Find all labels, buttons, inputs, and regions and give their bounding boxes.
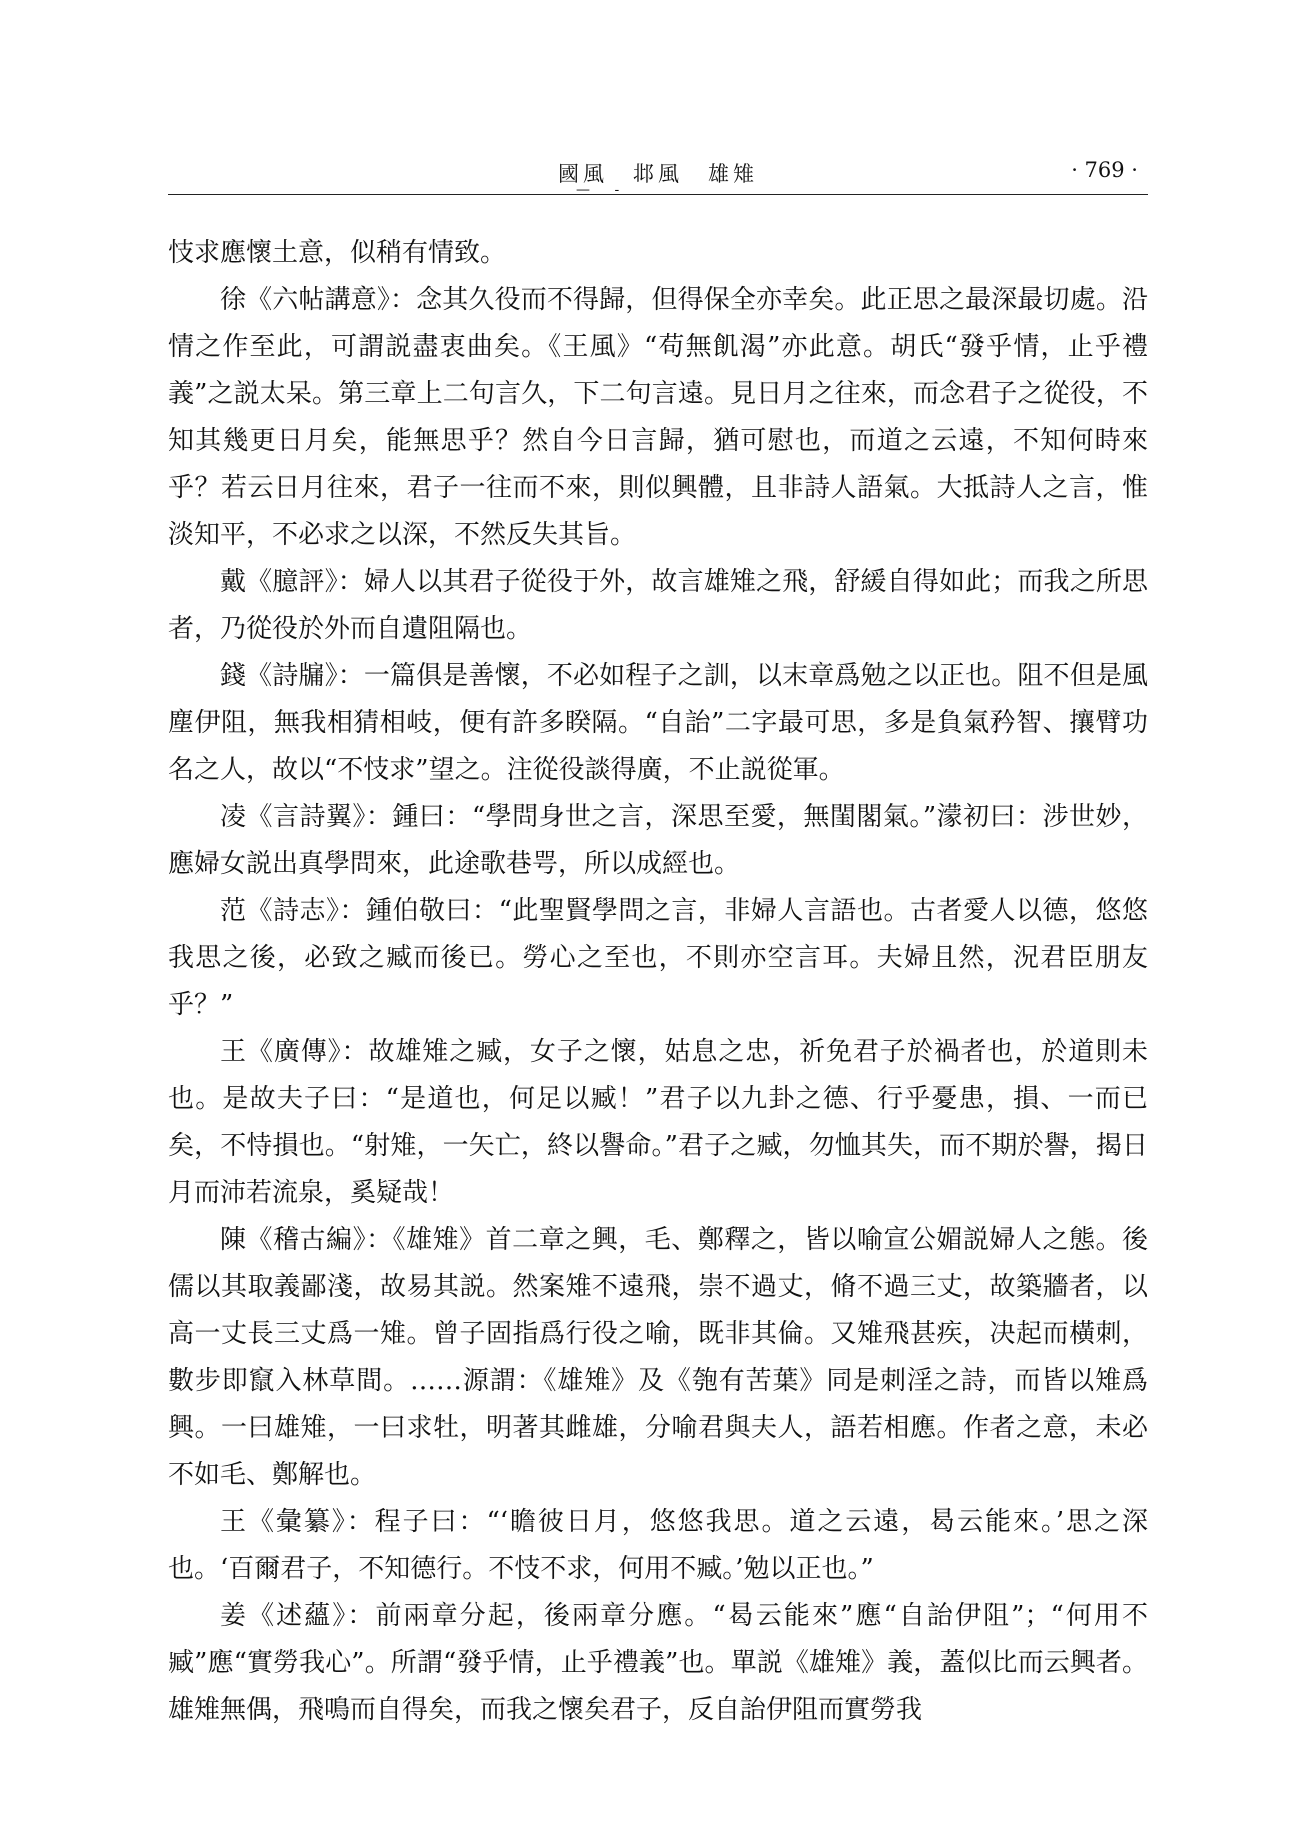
page-number: · 769 · [1071, 158, 1138, 182]
header-title: 國風 邶風 雄雉 [558, 162, 758, 186]
paragraph-continuation: 忮求應懷土意，似稍有情致。 [168, 238, 507, 268]
paragraph-chen-jigubian: 陳《稽古編》：《雄雉》首二章之興，毛、鄭釋之，皆以喻宣公媚説婦人之態。後儒以其取義鄙淺，故易其説。然案雉不遠飛，崇不過丈，脩不過三丈，故築牆者，以高一丈長三丈爲一雉。曾子固指爲行役之喻，既非其倫。又雉飛甚疾，决起而橫刺，數步即竄入林草間。……源謂：《雄雉》及《匏有苦葉》同是刺淫之詩，而皆以雉爲興。一曰雄雉，一曰求牡，明著其雌雄，分喻君與夫人，語若相應。作者之意，未必不如毛、鄭解也。 [168, 1225, 1148, 1490]
paragraph-ling-yanshiyi: 凌《言詩翼》：鍾曰：“學問身世之言，深思至愛，無閨閣氣。”濛初曰：涉世妙，應婦女説出真學問來，此途歌巷咢，所以成經也。 [168, 802, 1148, 879]
paragraph-wang-huizuan: 王《彙纂》：程子曰：“‘瞻彼日月，悠悠我思。道之云遠，曷云能來。’思之深也。‘百爾君子，不知德行。不忮不求，何用不臧。’勉以正也。” [168, 1507, 1148, 1584]
paragraph-jiang-shuyun: 姜《述蘊》：前兩章分起，後兩章分應。“曷云能來”應“自詒伊阻”；“何用不臧”應“實勞我心”。所謂“發乎情，止乎禮義”也。單説《雄雉》義，蓋似比而云興者。雄雉無偶，飛鳴而自得矣，而我之懷矣君子，反自詒伊阻而實勞我 [168, 1601, 1148, 1725]
header-ornament: — - [576, 182, 630, 198]
text-body [168, 230, 1148, 1734]
paragraph-fan-shizhi: 范《詩志》：鍾伯敬曰：“此聖賢學問之言，非婦人言語也。古者愛人以德，悠悠我思之後，必致之臧而後已。勞心之至也，不則亦空言耳。夫婦且然，況君臣朋友乎？” [168, 896, 1148, 1020]
paragraph-qian-shiyou: 錢《詩牖》：一篇俱是善懷，不必如程子之訓，以末章爲勉之以正也。阻不但是風塵伊阻，無我相猜相岐，便有許多睽隔。“自詒”二字最可思，多是負氣矜智、攘臂功名之人，故以“不忮求”望之。注從役談得廣，不止説從軍。 [168, 661, 1148, 785]
paragraph-wang-guangzhuan: 王《廣傳》：故雄雉之臧，女子之懷，姑息之忠，祈免君子於禍者也，於道則未也。是故夫子曰：“是道也，何足以臧！”君子以九卦之德、行乎憂患，損、一而已矣，不恃損也。“射雉，一矢亡，終以譽命。”君子之臧，勿恤其失，而不期於譽，揭日月而沛若流泉，奚疑哉！ [168, 1037, 1148, 1208]
paragraph-dai-yiping: 戴《臆評》：婦人以其君子從役于外，故言雄雉之飛，舒緩自得如此；而我之所思者，乃從役於外而自遺阻隔也。 [168, 567, 1148, 644]
paragraph-xu-liutie: 徐《六帖講意》：念其久役而不得歸，但得保全亦幸矣。此正思之最深最切處。沿情之作至此，可謂説盡衷曲矣。《王風》“苟無飢渴”亦此意。胡氏“發乎情，止乎禮義”之説太呆。第三章上二句言久，下二句言遠。見日月之往來，而念君子之從役，不知其幾更日月矣，能無思乎？然自今日言歸，猶可慰也，而道之云遠，不知何時來乎？若云日月往來，君子一往而不來，則似興體，且非詩人語氣。大抵詩人之言，惟淡知平，不必求之以深，不然反失其旨。 [168, 285, 1148, 550]
running-header [168, 158, 1148, 208]
header-rule [168, 194, 1148, 195]
